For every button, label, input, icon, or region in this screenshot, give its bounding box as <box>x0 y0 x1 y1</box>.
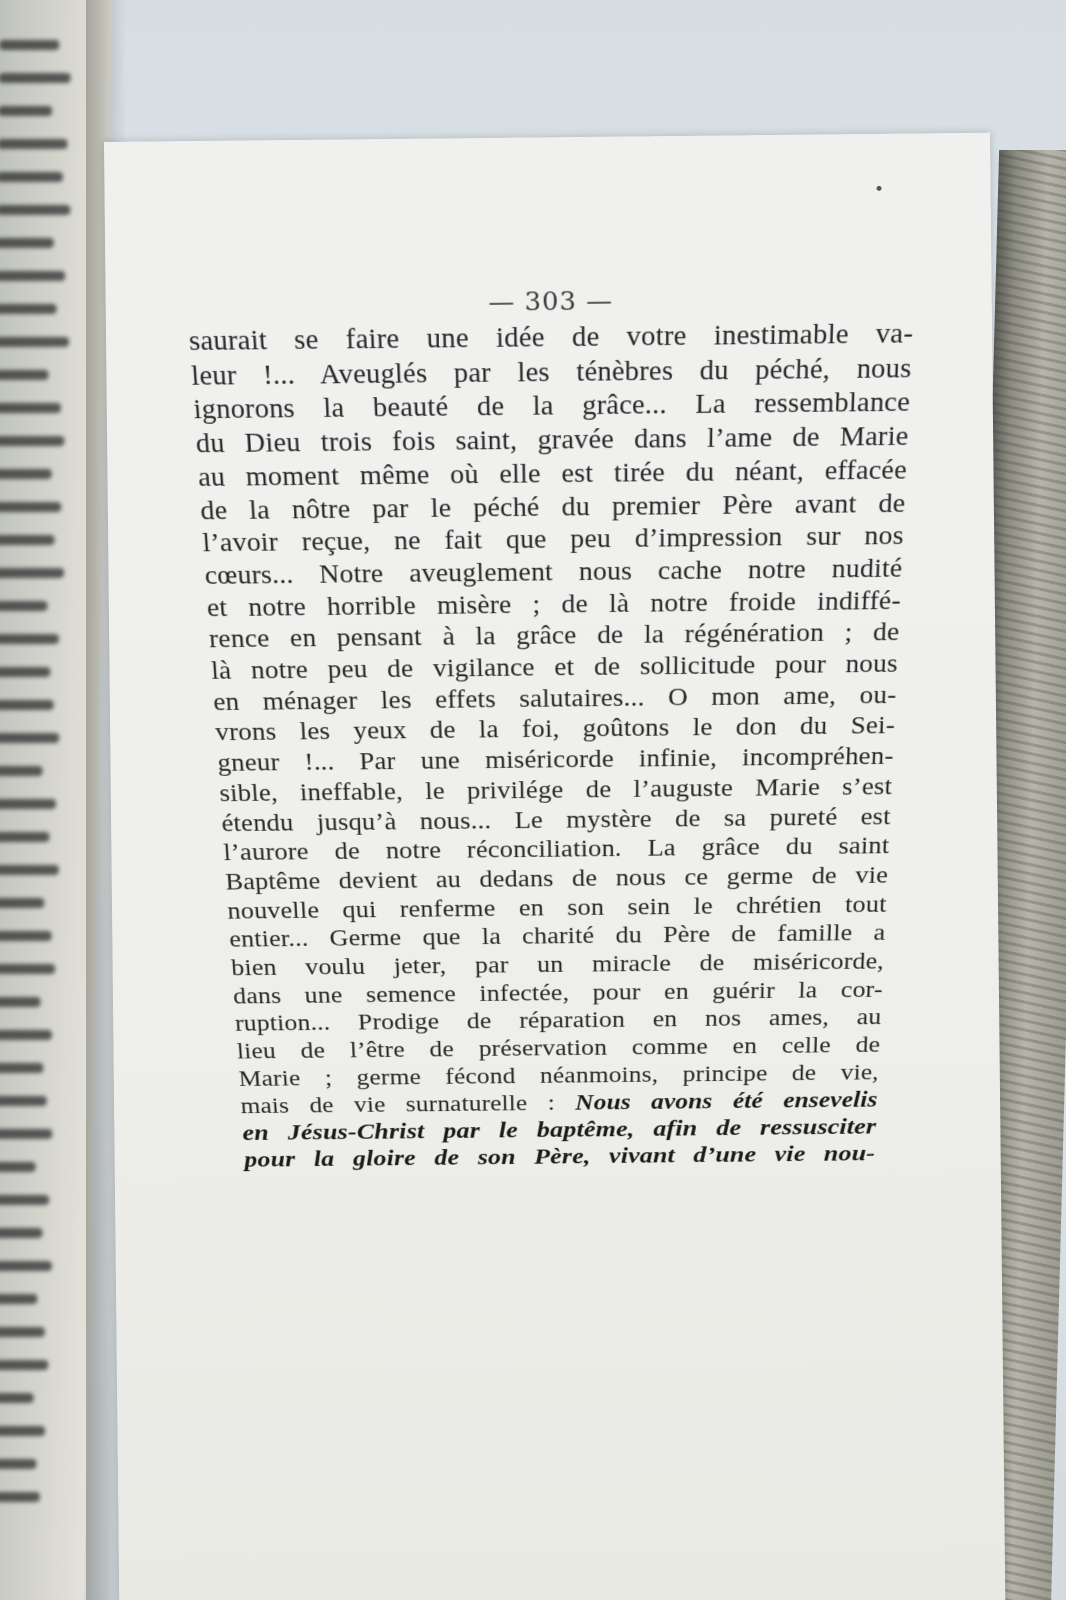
text-line: étendu jusqu’à nous... Le mystère de sa pureté est <box>220 802 892 837</box>
page-text-block <box>186 284 916 1174</box>
text-line: rence en pensant à la grâce de la régénération ; de <box>208 618 900 654</box>
text-line: dans une semence infectée, pour en guérir la cor- <box>232 976 884 1009</box>
left-page-text-blur <box>0 40 79 1560</box>
text-line: et notre horrible misère ; de là notre froide indiffé- <box>205 586 902 623</box>
text-line: lieu de l’être de préservation comme en celle de <box>236 1032 881 1064</box>
text-line: Marie ; germe fécond néanmoins, principe de vie, <box>237 1060 880 1092</box>
text-line: nouvelle qui renferme en son sein le chrétien tout <box>226 891 888 924</box>
italic-text-line: en Jésus-Christ par le baptême, afin de ressusciter <box>241 1114 877 1146</box>
text-line: là notre peu de vigilance et de sollicitude pour nous <box>210 649 899 685</box>
text-italic-part: Nous avons été ensevelis <box>575 1087 879 1115</box>
text-line: l’avoir reçue, ne fait que peu d’impression sur nos <box>201 521 905 558</box>
text-line: en ménager les effets salutaires... O mon ame, ou- <box>212 681 898 716</box>
text-line: l’aurore de notre réconciliation. La grâce du saint <box>222 832 890 867</box>
text-line: au moment même où elle est tirée du néant, effacée <box>197 454 908 493</box>
text-line: entier... Germe que la charité du Père de famille a <box>228 920 886 953</box>
text-roman-part: mais de vie surnaturelle : <box>239 1090 576 1119</box>
text-line: cœurs... Notre aveuglement nous cache notre nudité <box>203 553 903 591</box>
text-line: sible, ineffable, le privilége de l’auguste Marie s’est <box>218 772 893 807</box>
text-line: ruption... Prodige de réparation en nos ames, au <box>234 1004 882 1037</box>
text-line: leur !... Aveuglés par les ténèbres du péché, nous <box>190 352 913 392</box>
page-number: — 303 — <box>487 286 614 318</box>
text-line: vrons les yeux de la foi, goûtons le don du Sei- <box>214 711 896 747</box>
italic-text-line: pour la gloire de son Père, vivant d’une vie nou- <box>243 1140 876 1172</box>
paper-speck <box>877 186 882 191</box>
text-line: ignorons la beauté de la grâce... La ressemblance <box>192 387 911 426</box>
text-line: de la nôtre par le péché du premier Père avant de <box>199 488 907 526</box>
text-line: bien voulu jeter, par un miracle de miséricorde, <box>230 948 885 981</box>
text-line: gneur !... Par une miséricorde infinie, incompréhen- <box>216 742 895 777</box>
text-line: Baptême devient au dedans de nous ce germe de vie <box>224 862 889 896</box>
text-line: saurait se faire une idée de votre inestimable va- <box>187 318 914 357</box>
text-line: du Dieu trois fois saint, gravée dans l’ame de Marie <box>194 421 910 459</box>
book-page <box>104 133 1005 1600</box>
